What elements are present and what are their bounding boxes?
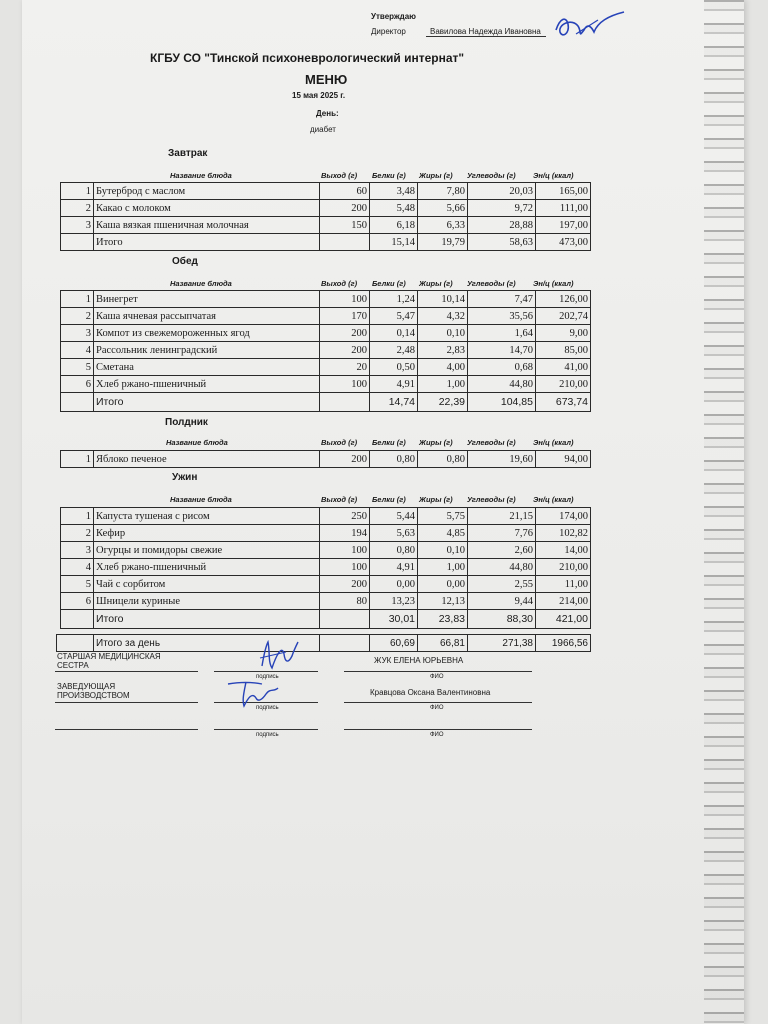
table-row <box>61 291 591 308</box>
dish-fat: 1,00 <box>418 376 468 393</box>
dish-carbs: 28,88 <box>468 217 536 234</box>
dish-fat: 12,13 <box>418 593 468 610</box>
meal-title-breakfast: Завтрак <box>168 148 208 159</box>
extra-sign-caption: подпись <box>256 732 279 738</box>
dish-energy: 11,00 <box>536 576 591 593</box>
col-header-yield: Выход (г) <box>321 171 358 180</box>
manager-fio-caption: ФИО <box>430 705 444 711</box>
dish-fat: 5,66 <box>418 200 468 217</box>
dish-fat: 1,00 <box>418 559 468 576</box>
dish-carbs: 1,64 <box>468 325 536 342</box>
dish-name: Компот из свежемороженных ягод <box>94 325 320 342</box>
col-header-energy: Эн/ц (ккал) <box>533 495 574 504</box>
breakfast-table <box>60 182 591 251</box>
col-header-carbs: Углеводы (г) <box>467 495 516 504</box>
col-header-protein: Белки (г) <box>372 495 406 504</box>
col-header-protein: Белки (г) <box>372 279 406 288</box>
row-number: 4 <box>61 559 94 576</box>
dish-name: Хлеб ржано-пшеничный <box>94 559 320 576</box>
dish-yield: 150 <box>320 217 370 234</box>
day-total-table <box>56 634 591 652</box>
extra-sign-line <box>214 729 318 730</box>
dish-energy: 174,00 <box>536 508 591 525</box>
dish-fat: 6,33 <box>418 217 468 234</box>
lunch-table <box>60 290 591 412</box>
dish-protein: 0,80 <box>370 451 418 468</box>
dish-yield: 200 <box>320 325 370 342</box>
dish-carbs: 20,03 <box>468 183 536 200</box>
nurse-signature <box>252 636 302 676</box>
total-carbs: 104,85 <box>468 393 536 412</box>
dish-energy: 111,00 <box>536 200 591 217</box>
total-fat: 22,39 <box>418 393 468 412</box>
meal-title-snack: Полдник <box>165 417 208 428</box>
col-header-fat: Жиры (г) <box>419 438 453 447</box>
dish-yield: 250 <box>320 508 370 525</box>
dish-yield: 200 <box>320 576 370 593</box>
dish-fat: 4,85 <box>418 525 468 542</box>
row-number: 2 <box>61 525 94 542</box>
col-header-energy: Эн/ц (ккал) <box>533 279 574 288</box>
dish-name: Бутерброд с маслом <box>94 183 320 200</box>
total-energy: 673,74 <box>536 393 591 412</box>
dish-fat: 0,00 <box>418 576 468 593</box>
col-header-carbs: Углеводы (г) <box>467 279 516 288</box>
col-header-fat: Жиры (г) <box>419 279 453 288</box>
dish-energy: 41,00 <box>536 359 591 376</box>
row-number: 3 <box>61 542 94 559</box>
table-row <box>61 508 591 525</box>
dish-carbs: 44,80 <box>468 559 536 576</box>
table-row <box>61 542 591 559</box>
row-number: 6 <box>61 593 94 610</box>
dish-yield: 100 <box>320 376 370 393</box>
day-total-fat: 66,81 <box>418 635 468 652</box>
nurse-name: ЖУК ЕЛЕНА ЮРЬЕВНА <box>374 656 464 665</box>
col-header-energy: Эн/ц (ккал) <box>533 171 574 180</box>
nurse-name-line <box>344 671 532 672</box>
day-total-row <box>57 635 591 652</box>
dish-fat: 4,32 <box>418 308 468 325</box>
row-number: 3 <box>61 217 94 234</box>
dinner-table <box>60 507 591 629</box>
meal-title-lunch: Обед <box>172 256 198 267</box>
table-row <box>61 183 591 200</box>
total-label: Итого <box>94 234 320 251</box>
dish-yield: 100 <box>320 559 370 576</box>
dish-carbs: 9,44 <box>468 593 536 610</box>
table-row <box>61 576 591 593</box>
nurse-role-line-1: СТАРШАЯ МЕДИЦИНСКАЯ <box>57 652 161 661</box>
dish-protein: 0,14 <box>370 325 418 342</box>
dish-fat: 10,14 <box>418 291 468 308</box>
dish-name: Какао с молоком <box>94 200 320 217</box>
dish-yield: 80 <box>320 593 370 610</box>
dish-yield: 60 <box>320 183 370 200</box>
table-row <box>61 376 591 393</box>
document-title: МЕНЮ <box>305 72 348 87</box>
total-carbs: 88,30 <box>468 610 536 629</box>
table-row <box>61 325 591 342</box>
manager-name-line <box>344 702 532 703</box>
total-carbs: 58,63 <box>468 234 536 251</box>
col-header-yield: Выход (г) <box>321 438 358 447</box>
col-header-carbs: Углеводы (г) <box>467 171 516 180</box>
dish-name: Каша вязкая пшеничная молочная <box>94 217 320 234</box>
col-header-protein: Белки (г) <box>372 171 406 180</box>
manager-role-line-2: ПРОИЗВОДСТВОМ <box>57 691 130 700</box>
dish-name: Каша ячневая рассыпчатая <box>94 308 320 325</box>
col-header-name: Название блюда <box>166 438 228 447</box>
col-header-carbs: Углеводы (г) <box>467 438 516 447</box>
table-row <box>61 342 591 359</box>
day-total-energy: 1966,56 <box>536 635 591 652</box>
dish-carbs: 7,76 <box>468 525 536 542</box>
dish-energy: 210,00 <box>536 559 591 576</box>
dish-carbs: 21,15 <box>468 508 536 525</box>
row-number: 1 <box>61 291 94 308</box>
dish-fat: 0,10 <box>418 542 468 559</box>
dish-protein: 0,80 <box>370 542 418 559</box>
col-header-yield: Выход (г) <box>321 279 358 288</box>
col-header-name: Название блюда <box>170 495 232 504</box>
manager-name: Кравцова Оксана Валентиновна <box>370 688 491 697</box>
nurse-role-line-2: СЕСТРА <box>57 661 89 670</box>
dish-carbs: 19,60 <box>468 451 536 468</box>
row-number: 4 <box>61 342 94 359</box>
dish-name: Хлеб ржано-пшеничный <box>94 376 320 393</box>
col-header-energy: Эн/ц (ккал) <box>533 438 574 447</box>
organization-title: КГБУ СО "Тинской психоневрологический интернат" <box>150 51 465 65</box>
nurse-sign-caption: подпись <box>256 674 279 680</box>
dish-yield: 20 <box>320 359 370 376</box>
dish-protein: 1,24 <box>370 291 418 308</box>
row-number: 6 <box>61 376 94 393</box>
dish-energy: 14,00 <box>536 542 591 559</box>
dish-carbs: 7,47 <box>468 291 536 308</box>
extra-role-underline <box>55 729 198 730</box>
dish-yield: 100 <box>320 542 370 559</box>
dish-fat: 0,80 <box>418 451 468 468</box>
dish-energy: 202,74 <box>536 308 591 325</box>
dish-carbs: 2,55 <box>468 576 536 593</box>
total-fat: 19,79 <box>418 234 468 251</box>
dish-energy: 9,00 <box>536 325 591 342</box>
dish-name: Сметана <box>94 359 320 376</box>
dish-carbs: 0,68 <box>468 359 536 376</box>
total-energy: 473,00 <box>536 234 591 251</box>
extra-fio-caption: ФИО <box>430 732 444 738</box>
total-row <box>61 610 591 629</box>
approve-label: Утверждаю <box>371 12 416 21</box>
dish-name: Рассольник ленинградский <box>94 342 320 359</box>
total-protein: 15,14 <box>370 234 418 251</box>
total-label: Итого <box>94 610 320 629</box>
row-number: 1 <box>61 451 94 468</box>
director-name: Вавилова Надежда Ивановна <box>430 27 541 36</box>
dish-protein: 3,48 <box>370 183 418 200</box>
snack-table <box>60 450 591 468</box>
dish-energy: 165,00 <box>536 183 591 200</box>
col-header-fat: Жиры (г) <box>419 495 453 504</box>
dish-carbs: 2,60 <box>468 542 536 559</box>
total-fat: 23,83 <box>418 610 468 629</box>
dish-yield: 200 <box>320 200 370 217</box>
table-row <box>61 559 591 576</box>
diet-type: диабет <box>310 125 336 134</box>
manager-role-line-1: ЗАВЕДУЮЩАЯ <box>57 682 116 691</box>
manager-signature <box>222 676 292 712</box>
row-number: 2 <box>61 308 94 325</box>
director-signature-line <box>426 36 546 37</box>
dish-name: Яблоко печеное <box>94 451 320 468</box>
total-energy: 421,00 <box>536 610 591 629</box>
total-row <box>61 393 591 412</box>
dish-name: Огурцы и помидоры свежие <box>94 542 320 559</box>
dish-protein: 6,18 <box>370 217 418 234</box>
dish-yield: 100 <box>320 291 370 308</box>
table-row <box>61 525 591 542</box>
dish-energy: 126,00 <box>536 291 591 308</box>
day-total-label: Итого за день <box>94 635 320 652</box>
row-number: 1 <box>61 508 94 525</box>
dish-name: Капуста тушеная с рисом <box>94 508 320 525</box>
dish-fat: 4,00 <box>418 359 468 376</box>
extra-name-line <box>344 729 532 730</box>
dish-protein: 0,50 <box>370 359 418 376</box>
dish-fat: 0,10 <box>418 325 468 342</box>
total-label: Итого <box>94 393 320 412</box>
dish-protein: 4,91 <box>370 559 418 576</box>
total-row <box>61 234 591 251</box>
dish-protein: 5,47 <box>370 308 418 325</box>
dish-energy: 214,00 <box>536 593 591 610</box>
dish-protein: 2,48 <box>370 342 418 359</box>
row-number: 3 <box>61 325 94 342</box>
dish-yield: 194 <box>320 525 370 542</box>
dish-protein: 0,00 <box>370 576 418 593</box>
dish-protein: 13,23 <box>370 593 418 610</box>
menu-date: 15 мая 2025 г. <box>292 91 346 100</box>
table-row <box>61 451 591 468</box>
manager-sign-caption: подпись <box>256 705 279 711</box>
dish-yield: 200 <box>320 451 370 468</box>
table-row <box>61 359 591 376</box>
dish-name: Винегрет <box>94 291 320 308</box>
dish-yield: 200 <box>320 342 370 359</box>
manager-role-underline <box>55 702 198 703</box>
day-total-protein: 60,69 <box>370 635 418 652</box>
director-signature <box>548 8 628 42</box>
nurse-fio-caption: ФИО <box>430 674 444 680</box>
table-row <box>61 200 591 217</box>
dish-carbs: 44,80 <box>468 376 536 393</box>
dish-protein: 4,91 <box>370 376 418 393</box>
row-number: 5 <box>61 576 94 593</box>
dish-carbs: 14,70 <box>468 342 536 359</box>
table-row <box>61 308 591 325</box>
dish-carbs: 35,56 <box>468 308 536 325</box>
nurse-role-underline <box>55 671 198 672</box>
director-role: Директор <box>371 27 406 36</box>
row-number: 2 <box>61 200 94 217</box>
dish-name: Чай с сорбитом <box>94 576 320 593</box>
dish-energy: 210,00 <box>536 376 591 393</box>
total-protein: 14,74 <box>370 393 418 412</box>
dish-fat: 2,83 <box>418 342 468 359</box>
dish-carbs: 9,72 <box>468 200 536 217</box>
dish-protein: 5,63 <box>370 525 418 542</box>
col-header-protein: Белки (г) <box>372 438 406 447</box>
dish-name: Шницели куриные <box>94 593 320 610</box>
table-row <box>61 593 591 610</box>
col-header-name: Название блюда <box>170 171 232 180</box>
dish-protein: 5,48 <box>370 200 418 217</box>
table-row <box>61 217 591 234</box>
scan-edge-smudge <box>704 0 744 1024</box>
col-header-name: Название блюда <box>170 279 232 288</box>
dish-name: Кефир <box>94 525 320 542</box>
row-number: 1 <box>61 183 94 200</box>
row-number: 5 <box>61 359 94 376</box>
day-label: День: <box>316 109 339 118</box>
dish-energy: 197,00 <box>536 217 591 234</box>
total-protein: 30,01 <box>370 610 418 629</box>
dish-yield: 170 <box>320 308 370 325</box>
meal-title-dinner: Ужин <box>172 472 198 483</box>
day-total-carbs: 271,38 <box>468 635 536 652</box>
dish-energy: 94,00 <box>536 451 591 468</box>
col-header-yield: Выход (г) <box>321 495 358 504</box>
dish-energy: 102,82 <box>536 525 591 542</box>
col-header-fat: Жиры (г) <box>419 171 453 180</box>
dish-fat: 5,75 <box>418 508 468 525</box>
dish-energy: 85,00 <box>536 342 591 359</box>
dish-fat: 7,80 <box>418 183 468 200</box>
dish-protein: 5,44 <box>370 508 418 525</box>
